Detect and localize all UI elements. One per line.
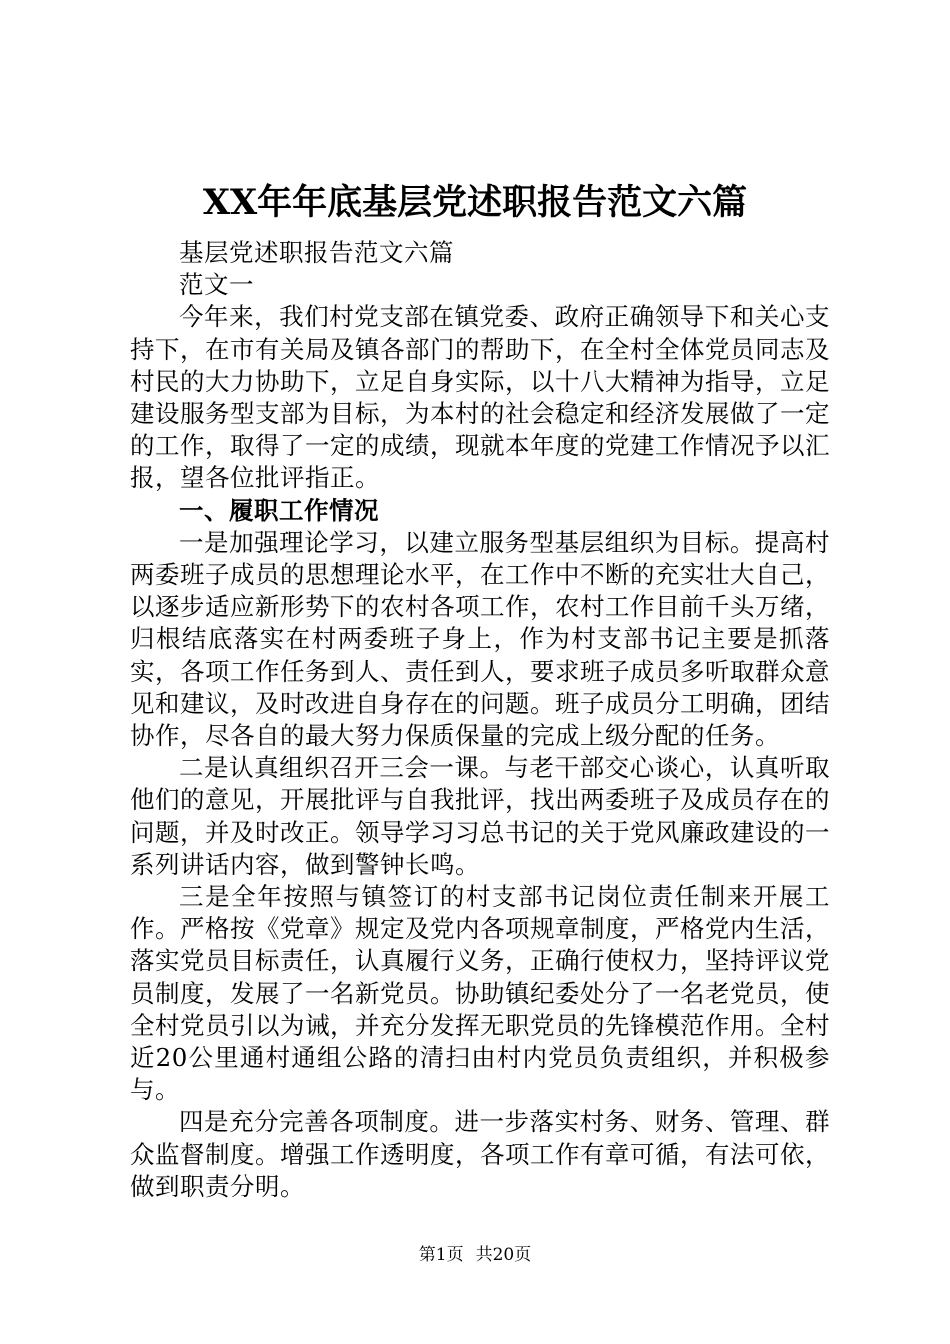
body-paragraph-1: 一是加强理论学习，以建立服务型基层组织为目标。提高村两委班子成员的思想理论水平，在工作中不断的充实壮大自己，以逐步适应新形势下的农村各项工作，农村工作目前千头万绪，归根结底落实在村两委班子身上，作为村支部书记主要是抓落实，各项工作任务到人、责任到人，要求班子成员多听取群众意见和建议，及时改进自身存在的问题。班子成员分工明确，团结协作，尽各自的最大努力保质保量的完成上级分配的任务。 bbox=[130, 527, 830, 751]
total-pages: 共20页 bbox=[475, 1245, 532, 1265]
document-body bbox=[130, 237, 830, 1203]
body-paragraph-3: 三是全年按照与镇签订的村支部书记岗位责任制来开展工作。严格按《党章》规定及党内各项规章制度，严格党内生活，落实党员目标责任，认真履行义务，正确行使权力，坚持评议党员制度，发展了一名新党员。协助镇纪委处分了一名老党员，使全村党员引以为诫，并充分发挥无职党员的先锋模范作用。全村近20公里通村通组公路的清扫由村内党员负责组织，并积极参与。 bbox=[130, 882, 830, 1105]
body-paragraph-2: 二是认真组织召开三会一课。与老干部交心谈心，认真听取他们的意见，开展批评与自我批评，找出两委班子及成员存在的问题，并及时改正。领导学习习总书记的关于党风廉政建设的一系列讲话内容，做到警钟长鸣。 bbox=[130, 753, 830, 879]
section-label-paragraph: 范文一 bbox=[179, 270, 254, 300]
document-title: XX年年底基层党述职报告范文六篇 bbox=[202, 182, 748, 223]
page-number: 第1页 bbox=[418, 1245, 464, 1265]
page-footer bbox=[0, 1243, 950, 1267]
subtitle-paragraph: 基层党述职报告范文六篇 bbox=[179, 238, 454, 267]
section-heading: 一、履职工作情况 bbox=[179, 495, 379, 525]
body-paragraph-4: 四是充分完善各项制度。进一步落实村务、财务、管理、群众监督制度。增强工作透明度，各项工作有章可循，有法可依，做到职责分明。 bbox=[130, 1107, 830, 1201]
intro-paragraph: 今年来，我们村党支部在镇党委、政府正确领导下和关心支持下，在市有关局及镇各部门的帮助下，在全村全体党员同志及村民的大力协助下，立足自身实际，以十八大精神为指导，立足建设服务型支部为目标，为本村的社会稳定和经济发展做了一定的工作，取得了一定的成绩，现就本年度的党建工作情况予以汇报，望各位批评指正。 bbox=[130, 302, 830, 493]
